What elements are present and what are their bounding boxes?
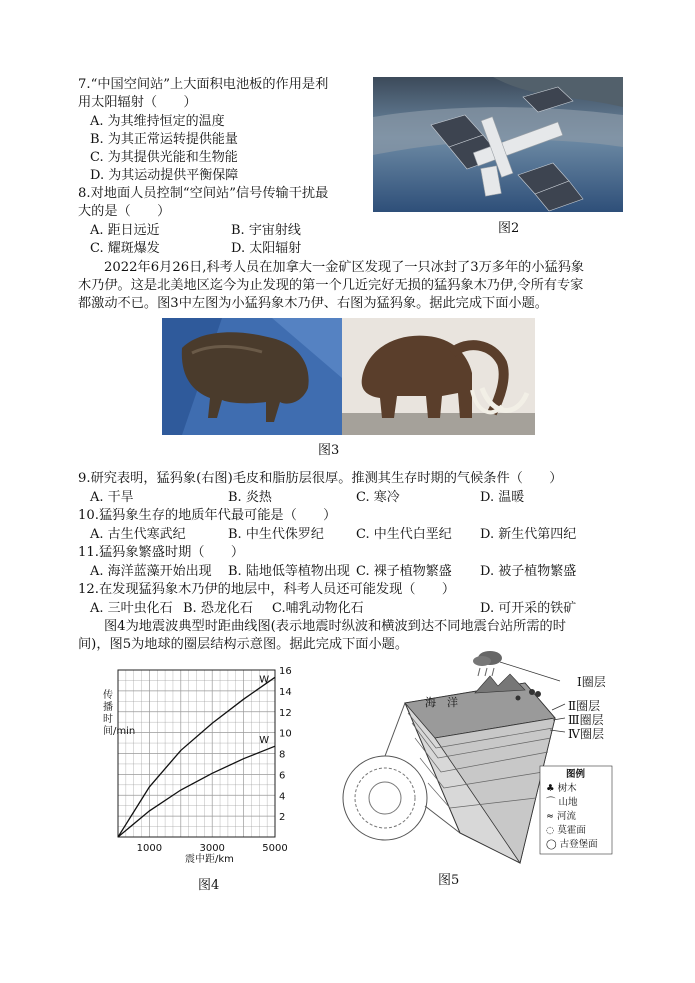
river-icon: ≈ <box>546 811 554 822</box>
fig2-caption: 图2 <box>498 221 520 236</box>
fig4-y-axis-label: 传播时间/min <box>103 690 136 737</box>
layer-1-label: Ⅰ圈层 <box>577 675 606 689</box>
mammoth-photo <box>342 318 535 435</box>
legend-moho-label: 莫霍面 <box>557 825 586 836</box>
q8-option-c: C. 耀斑爆发 <box>90 241 160 256</box>
seismic-travel-time-chart <box>95 660 300 870</box>
legend-river-label: 河流 <box>557 811 577 822</box>
y-tick-label: 4 <box>279 791 286 803</box>
passage2-line2: 间)，图5为地球的圈层结构示意图。据此完成下面小题。 <box>78 637 409 652</box>
layer-4-label: Ⅳ圈层 <box>568 727 604 741</box>
y-tick-label: 14 <box>279 686 292 698</box>
q11-option-a: A. 海洋蓝藻开始出现 <box>90 564 212 579</box>
legend-mountain-label: 山地 <box>558 797 578 808</box>
q10-stem: 10.猛犸象生存的地质年代最可能是（ ） <box>78 508 337 523</box>
q7-option-d: D. 为其运动提供平衡保障 <box>90 168 239 183</box>
legend-gutenberg <box>546 836 598 854</box>
q10-option-c: C. 中生代白垩纪 <box>356 527 452 542</box>
fig3-caption: 图3 <box>318 443 340 458</box>
cloud-icon <box>473 651 502 676</box>
q11-stem: 11.猛犸象繁盛时期（ ） <box>78 545 245 560</box>
layer-3-label: Ⅲ圈层 <box>568 713 604 727</box>
q12-option-b: B. 恐龙化石 <box>183 601 253 616</box>
mountain-icon: ⌒ <box>546 797 556 808</box>
q10-option-a: A. 古生代寒武纪 <box>90 527 186 542</box>
passage2-line1: 图4为地震波典型时距曲线图(表示地震时纵波和横波到达不同地震台站所需的时 <box>104 619 566 634</box>
q8-option-b: B. 宇宙射线 <box>231 223 301 238</box>
y-tick-label: 6 <box>279 770 286 782</box>
tree-icon: ♣ <box>546 783 555 794</box>
q8-line2: 大的是（ ） <box>78 204 171 219</box>
q12-stem: 12.在发现猛犸象木乃伊的地层中，科考人员还可能发现（ ） <box>78 582 456 597</box>
q7-option-b: B. 为其正常运转提供能量 <box>90 132 238 147</box>
passage1-line3: 都激动不已。图3中左图为小猛犸象木乃伊、右图为猛犸象。据此完成下面小题。 <box>78 296 548 311</box>
q12-option-a: A. 三叶虫化石 <box>90 601 173 616</box>
q11-option-d: D. 被子植物繁盛 <box>480 564 577 579</box>
passage1-line1: 2022年6月26日,科考人员在加拿大一金矿区发现了一只冰封了3万多年的小猛犸象 <box>104 260 585 275</box>
q11-option-c: C. 裸子植物繁盛 <box>356 564 452 579</box>
baby-mammoth-mummy-photo <box>162 318 342 435</box>
fig4-x-axis-label: 震中距/km <box>185 854 234 865</box>
q8-line1: 8.对地面人员控制“空间站”信号传输干扰最 <box>78 186 329 201</box>
y-tick-label: 16 <box>279 666 292 677</box>
x-tick-label: 3000 <box>199 843 225 854</box>
fig5-caption: 图5 <box>438 873 460 888</box>
y-tick-label: 12 <box>279 707 292 719</box>
q7-line1: 7.“中国空间站”上大面积电池板的作用是利 <box>78 77 329 92</box>
q8-option-d: D. 太阳辐射 <box>231 241 302 256</box>
q7-option-a: A. 为其维持恒定的温度 <box>90 114 225 129</box>
y-tick-label: 10 <box>279 728 292 740</box>
q9-option-c: C. 寒冷 <box>356 490 400 505</box>
q9-option-b: B. 炎热 <box>228 490 272 505</box>
q10-option-d: D. 新生代第四纪 <box>480 527 577 542</box>
q12-option-c: C.哺乳动物化石 <box>272 601 364 616</box>
y-tick-label: 2 <box>279 812 286 824</box>
moho-icon: ◌ <box>546 825 555 836</box>
x-tick-label: 5000 <box>262 843 288 854</box>
fig4-caption: 图4 <box>198 878 220 893</box>
x-tick-label: 1000 <box>136 843 163 854</box>
gutenberg-icon: ◯ <box>546 839 557 850</box>
q11-option-b: B. 陆地低等植物出现 <box>228 564 350 579</box>
legend-gutenberg-label: 古登堡面 <box>559 839 598 850</box>
layer-2-label: Ⅱ圈层 <box>568 699 601 713</box>
ocean-label: 海 洋 <box>425 696 458 709</box>
q9-option-d: D. 温暖 <box>480 490 525 505</box>
space-station-photo <box>373 77 623 212</box>
q9-option-a: A. 干旱 <box>90 490 134 505</box>
q10-option-b: B. 中生代侏罗纪 <box>228 527 324 542</box>
legend-tree-label: 树木 <box>557 783 577 794</box>
q7-option-c: C. 为其提供光能和生物能 <box>90 150 238 165</box>
curve-label-w2: W <box>259 735 270 747</box>
q9-stem: 9.研究表明，猛犸象(右图)毛皮和脂肪层很厚。推测其生存时期的气候条件（ ） <box>78 471 563 486</box>
legend-title: 图例 <box>566 769 586 780</box>
q12-option-d: D. 可开采的铁矿 <box>480 601 577 616</box>
q7-line2: 用太阳辐射（ ） <box>78 95 197 110</box>
passage1-line2: 木乃伊。这是北美地区迄今为止发现的第一个几近完好无损的猛犸象木乃伊,令所有专家 <box>78 278 584 293</box>
curve-label-w1: W <box>259 674 270 686</box>
q8-option-a: A. 距日远近 <box>90 223 160 238</box>
y-tick-label: 8 <box>279 749 286 761</box>
